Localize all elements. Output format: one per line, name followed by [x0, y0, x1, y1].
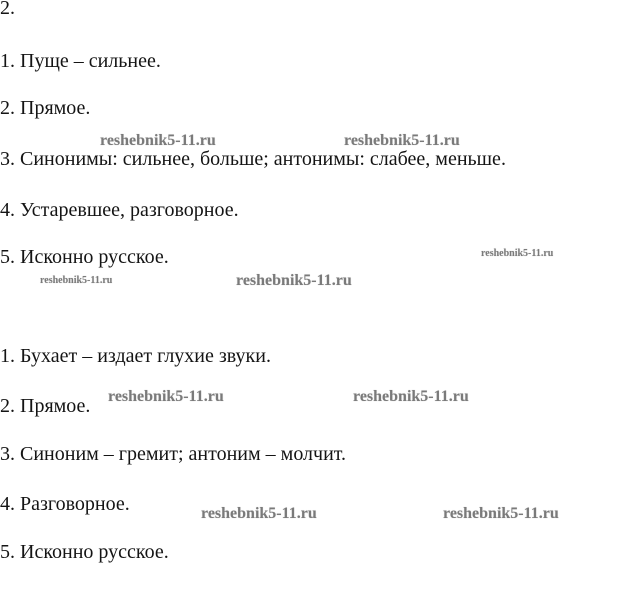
- answer-item-2: 2. Прямое.: [0, 97, 91, 119]
- watermark: reshebnik5-11.ru: [108, 388, 224, 405]
- section-number: 2.: [0, 0, 15, 19]
- watermark: reshebnik5-11.ru: [40, 275, 113, 286]
- answer-item-2: 2. Прямое.: [0, 395, 91, 417]
- watermark: reshebnik5-11.ru: [443, 505, 559, 522]
- watermark: reshebnik5-11.ru: [353, 388, 469, 405]
- answer-item-5: 5. Исконно русское.: [0, 246, 169, 268]
- watermark: reshebnik5-11.ru: [201, 505, 317, 522]
- watermark: reshebnik5-11.ru: [481, 248, 554, 259]
- answer-item-3: 3. Синонимы: сильнее, больше; антонимы: слабее, меньше.: [0, 148, 506, 170]
- answer-item-5: 5. Исконно русское.: [0, 541, 169, 563]
- answer-item-3: 3. Синоним – гремит; антоним – молчит.: [0, 443, 347, 465]
- watermark: reshebnik5-11.ru: [344, 132, 460, 149]
- watermark: reshebnik5-11.ru: [100, 132, 216, 149]
- answer-item-1: 1. Бухает – издает глухие звуки.: [0, 345, 271, 367]
- answer-item-1: 1. Пуще – сильнее.: [0, 50, 161, 72]
- answer-item-4: 4. Устаревшее, разговорное.: [0, 199, 239, 221]
- watermark: reshebnik5-11.ru: [236, 272, 352, 289]
- answer-item-4: 4. Разговорное.: [0, 493, 130, 515]
